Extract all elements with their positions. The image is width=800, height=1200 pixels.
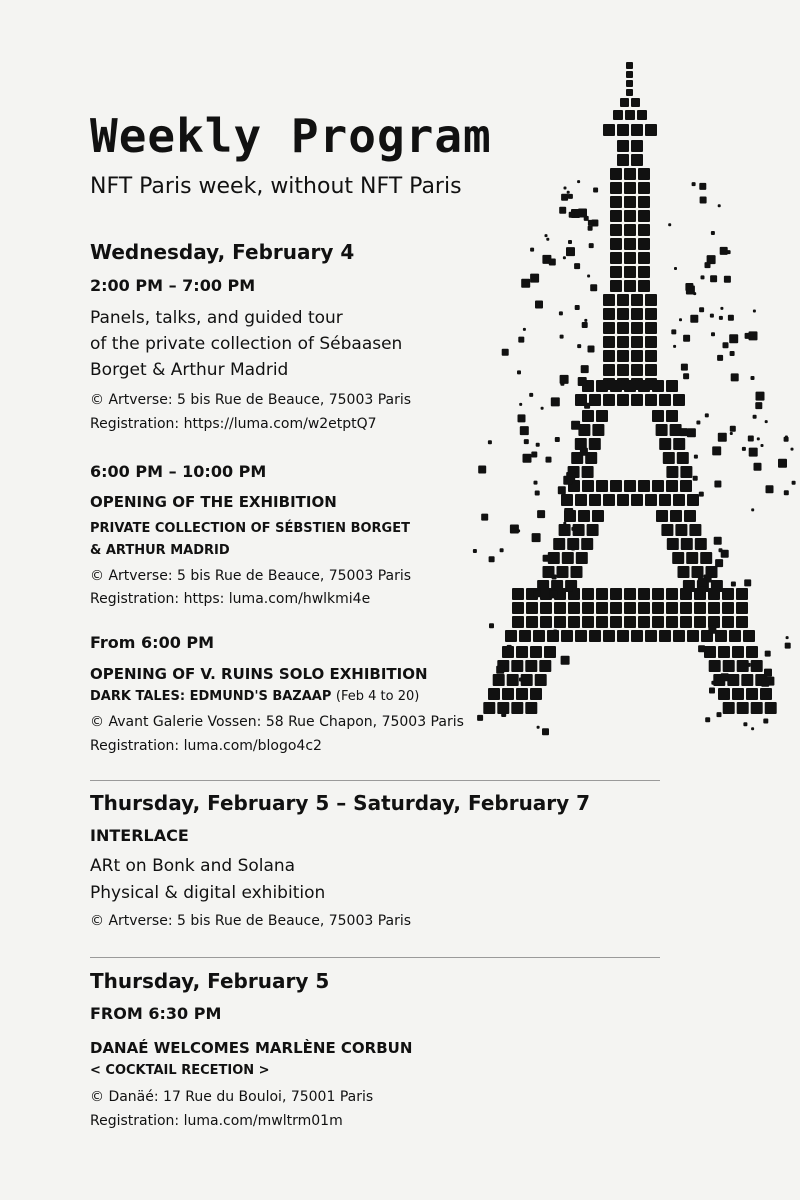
event-time: FROM 6:30 PM <box>90 1004 222 1023</box>
event-time: 2:00 PM – 7:00 PM <box>90 276 256 295</box>
page-title: Weekly Program <box>90 109 492 163</box>
page-subtitle: NFT Paris week, without NFT Paris <box>90 174 462 199</box>
event-description-line: Panels, talks, and guided tour <box>90 308 343 328</box>
event-description-line: Borget & Arthur Madrid <box>90 360 289 380</box>
event-subtitle-text: DARK TALES: EDMUND'S BAZAAP <box>90 689 332 704</box>
event-dates: (Feb 4 to 20) <box>335 689 420 704</box>
day-heading-thursday: Thursday, February 5 <box>90 969 330 993</box>
event-title: DANAÉ WELCOMES MARLÈNE CORBUN <box>90 1039 413 1057</box>
event-subtitle <box>90 687 419 707</box>
event-subtitle-line: PRIVATE COLLECTION OF SÉBSTIEN BORGET <box>90 521 410 536</box>
event-title: OPENING OF V. RUINS SOLO EXHIBITION <box>90 665 428 683</box>
day-heading-wednesday: Wednesday, February 4 <box>90 240 355 264</box>
event-location: © Artverse: 5 bis Rue de Beauce, 75003 Paris <box>90 392 412 408</box>
event-description-line: of the private collection of Sébaasen <box>90 334 403 354</box>
divider <box>90 780 660 781</box>
event-subtitle-line: & ARTHUR MADRID <box>90 543 230 558</box>
event-registration-link[interactable]: Registration: luma.com/blogo4c2 <box>90 738 322 754</box>
event-description-line: ARt on Bonk and Solana <box>90 856 296 876</box>
event-location: © Danäé: 17 Rue du Bouloi, 75001 Paris <box>90 1089 374 1105</box>
event-title: INTERLACE <box>90 826 189 845</box>
event-location: © Artverse: 5 bis Rue de Beauce, 75003 Paris <box>90 568 412 584</box>
event-location: © Avant Galerie Vossen: 58 Rue Chapon, 75003 Paris <box>90 714 464 730</box>
event-subtitle: < COCKTAIL RECETION > <box>90 1063 270 1078</box>
event-location: © Artverse: 5 bis Rue de Beauce, 75003 Paris <box>90 913 412 929</box>
day-heading-thu-sat: Thursday, February 5 – Saturday, February 7 <box>90 791 591 815</box>
event-time: From 6:00 PM <box>90 633 215 652</box>
divider <box>90 957 660 958</box>
event-title: OPENING OF THE EXHIBITION <box>90 493 337 511</box>
event-time: 6:00 PM – 10:00 PM <box>90 462 267 481</box>
event-registration-link[interactable]: Registration: https://luma.com/w2etptQ7 <box>90 416 377 432</box>
event-registration-link[interactable]: Registration: luma.com/mwltrm01m <box>90 1113 343 1129</box>
event-description-line: Physical & digital exhibition <box>90 883 326 903</box>
event-registration-link[interactable]: Registration: https: luma.com/hwlkmi4e <box>90 591 371 607</box>
